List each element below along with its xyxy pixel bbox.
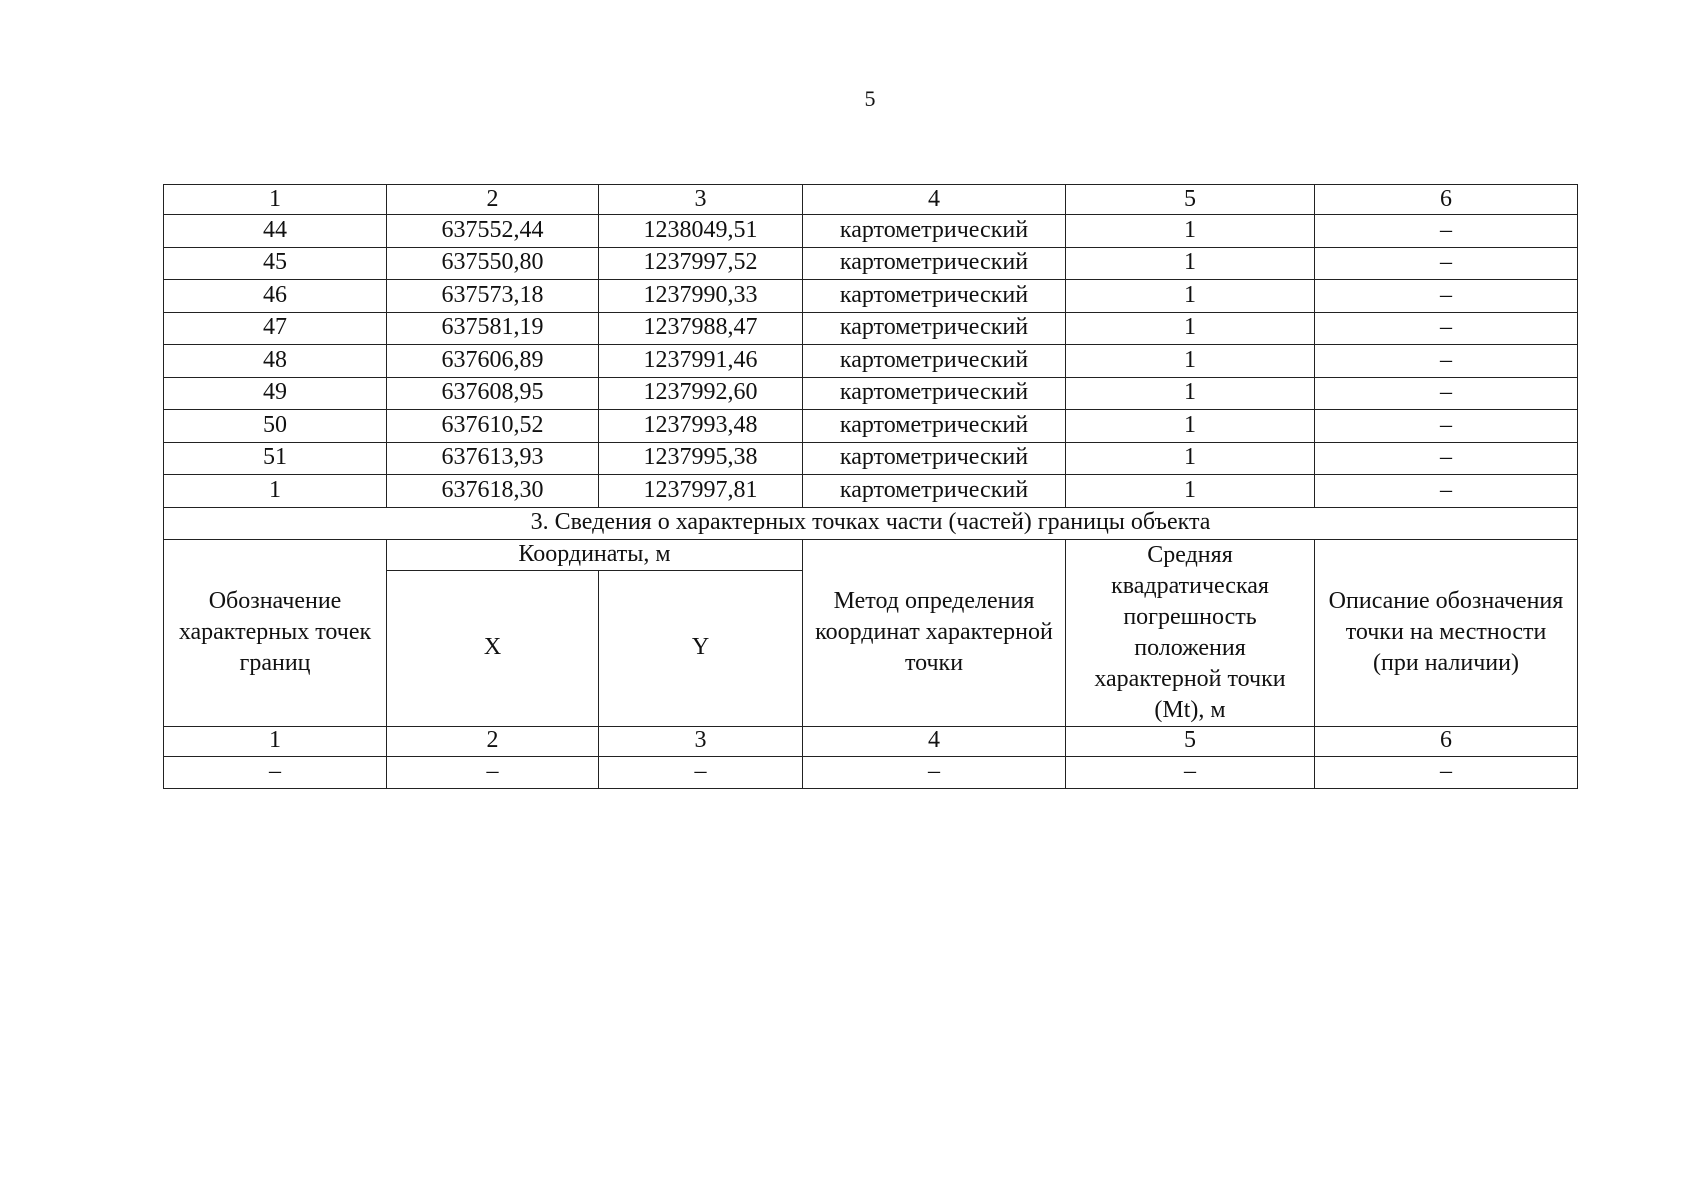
column-number: 2: [387, 726, 599, 756]
cell-x: 637610,52: [387, 410, 599, 443]
table-row: [164, 377, 1578, 410]
column-number: 5: [1066, 726, 1315, 756]
cell-point: 50: [164, 410, 387, 443]
cell-error: 1: [1066, 475, 1315, 508]
cell-y: 1237991,46: [599, 345, 803, 378]
cell-method: картометрический: [803, 442, 1066, 475]
table-row: [164, 247, 1578, 280]
cell-description: –: [1315, 410, 1578, 443]
cell-error: 1: [1066, 312, 1315, 345]
empty-cell: –: [164, 756, 387, 788]
header-row: [164, 539, 1578, 571]
column-number: 4: [803, 726, 1066, 756]
coordinates-table: [163, 184, 1578, 789]
cell-method: картометрический: [803, 247, 1066, 280]
cell-method: картометрический: [803, 377, 1066, 410]
cell-description: –: [1315, 377, 1578, 410]
cell-x: 637613,93: [387, 442, 599, 475]
cell-point: 47: [164, 312, 387, 345]
cell-description: –: [1315, 280, 1578, 313]
header-point-designation-label: Обозначение характерных точек границ: [178, 588, 372, 676]
cell-x: 637550,80: [387, 247, 599, 280]
table-row: [164, 215, 1578, 248]
header-coordinates: Координаты, м: [387, 539, 803, 571]
header-description: [1315, 539, 1578, 726]
cell-error: 1: [1066, 345, 1315, 378]
cell-description: –: [1315, 345, 1578, 378]
cell-error: 1: [1066, 215, 1315, 248]
header-error-label: Средняя квадратическая погрешность положения характерной точки (Mt), м: [1094, 541, 1286, 723]
empty-cell: –: [1066, 756, 1315, 788]
cell-point: 44: [164, 215, 387, 248]
cell-method: картометрический: [803, 312, 1066, 345]
page-number: 5: [864, 86, 876, 111]
cell-y: 1237997,81: [599, 475, 803, 508]
column-number: 4: [803, 185, 1066, 215]
column-number: 3: [599, 185, 803, 215]
table-row: [164, 280, 1578, 313]
table-row: [164, 345, 1578, 378]
header-method: [803, 539, 1066, 726]
cell-point: 51: [164, 442, 387, 475]
cell-x: 637552,44: [387, 215, 599, 248]
cell-x: 637608,95: [387, 377, 599, 410]
cell-method: картометрический: [803, 345, 1066, 378]
cell-error: 1: [1066, 280, 1315, 313]
cell-method: картометрический: [803, 410, 1066, 443]
cell-error: 1: [1066, 377, 1315, 410]
cell-x: 637581,19: [387, 312, 599, 345]
table-row: [164, 410, 1578, 443]
cell-error: 1: [1066, 442, 1315, 475]
cell-description: –: [1315, 247, 1578, 280]
cell-description: –: [1315, 312, 1578, 345]
column-number-row: [164, 185, 1578, 215]
cell-y: 1238049,51: [599, 215, 803, 248]
column-number: 1: [164, 185, 387, 215]
cell-y: 1237988,47: [599, 312, 803, 345]
cell-error: 1: [1066, 410, 1315, 443]
header-error: [1066, 539, 1315, 726]
empty-cell: –: [803, 756, 1066, 788]
column-number: 6: [1315, 185, 1578, 215]
table-row: [164, 475, 1578, 508]
cell-x: 637573,18: [387, 280, 599, 313]
cell-point: 45: [164, 247, 387, 280]
section3-empty-row: [164, 756, 1578, 788]
cell-y: 1237990,33: [599, 280, 803, 313]
cell-x: 637618,30: [387, 475, 599, 508]
cell-y: 1237993,48: [599, 410, 803, 443]
header-description-label: Описание обозначения точки на местности (при наличии): [1328, 588, 1564, 676]
column-number: 5: [1066, 185, 1315, 215]
cell-point: 49: [164, 377, 387, 410]
column-number: 3: [599, 726, 803, 756]
cell-x: 637606,89: [387, 345, 599, 378]
cell-point: 1: [164, 475, 387, 508]
header-point-designation: [164, 539, 387, 726]
cell-description: –: [1315, 215, 1578, 248]
cell-method: картометрический: [803, 280, 1066, 313]
cell-point: 46: [164, 280, 387, 313]
cell-y: 1237997,52: [599, 247, 803, 280]
cell-point: 48: [164, 345, 387, 378]
table-row: [164, 312, 1578, 345]
header-x: X: [387, 571, 599, 727]
column-number: 2: [387, 185, 599, 215]
cell-y: 1237992,60: [599, 377, 803, 410]
empty-cell: –: [599, 756, 803, 788]
cell-description: –: [1315, 475, 1578, 508]
column-number: 1: [164, 726, 387, 756]
cell-method: картометрический: [803, 215, 1066, 248]
empty-cell: –: [387, 756, 599, 788]
header-y: Y: [599, 571, 803, 727]
cell-y: 1237995,38: [599, 442, 803, 475]
empty-cell: –: [1315, 756, 1578, 788]
cell-description: –: [1315, 442, 1578, 475]
table-row: [164, 442, 1578, 475]
section-title: 3. Сведения о характерных точках части (частей) границы объекта: [164, 507, 1578, 539]
cell-method: картометрический: [803, 475, 1066, 508]
header-method-label: Метод определения координат характерной точки: [815, 588, 1053, 676]
column-number: 6: [1315, 726, 1578, 756]
cell-error: 1: [1066, 247, 1315, 280]
section-title-row: [164, 507, 1578, 539]
section3-column-number-row: [164, 726, 1578, 756]
